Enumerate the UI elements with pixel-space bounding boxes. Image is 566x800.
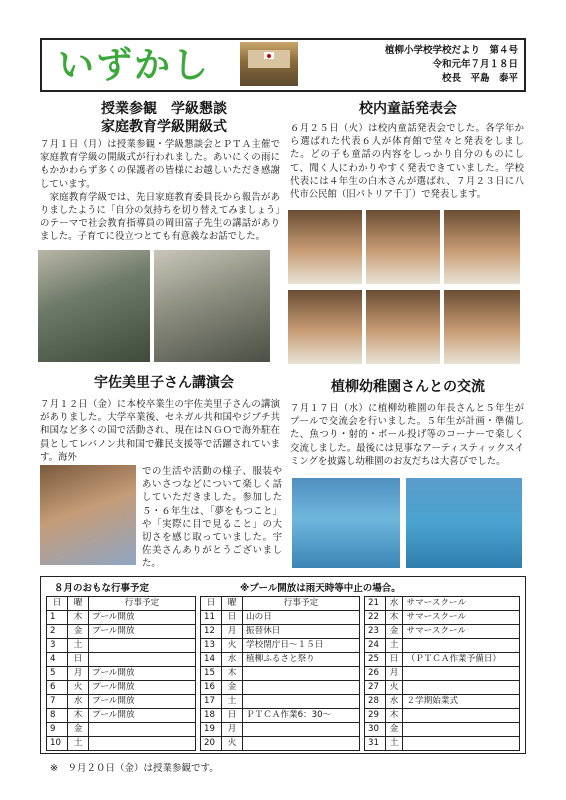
schedule-row bbox=[201, 625, 360, 639]
schedule-cell-event: サマースクール bbox=[403, 625, 520, 639]
schedule-cell-event: 山の日 bbox=[243, 611, 360, 625]
schedule-cell-event: 学校閉庁日〜１５日 bbox=[243, 639, 360, 653]
schedule-cell-day: 6 bbox=[47, 681, 68, 695]
schedule-cell-event: 振替休日 bbox=[243, 625, 360, 639]
article1-title bbox=[40, 100, 288, 136]
schedule-row bbox=[201, 723, 360, 737]
schedule-cell-weekday: 火 bbox=[385, 681, 403, 695]
principal-name: 校長 平島 泰平 bbox=[441, 73, 518, 84]
schedule-cell-day: 1 bbox=[47, 611, 68, 625]
schedule-cell-event bbox=[243, 723, 360, 737]
schedule-cell-weekday: 土 bbox=[385, 737, 403, 751]
schedule-table-3 bbox=[364, 596, 520, 751]
schedule-cell-weekday: 月 bbox=[222, 625, 243, 639]
schedule-cell-event: （ＰＴＣＡ作業予備日） bbox=[403, 653, 520, 667]
schedule-cell-event: プール開放 bbox=[89, 695, 196, 709]
schedule-row bbox=[47, 723, 196, 737]
schedule-cell-event bbox=[403, 639, 520, 653]
article3-photo-speaker bbox=[40, 465, 136, 565]
schedule-row bbox=[365, 625, 520, 639]
schedule-row bbox=[365, 695, 520, 709]
schedule-cell-event bbox=[403, 737, 520, 751]
schedule-cell-event bbox=[243, 681, 360, 695]
schedule-cell-day: 22 bbox=[365, 611, 386, 625]
col-weekday-header: 曜 bbox=[68, 597, 89, 611]
schedule-row bbox=[201, 639, 360, 653]
col-event-header: 行事予定 bbox=[89, 597, 196, 611]
schedule-row bbox=[365, 723, 520, 737]
schedule-cell-day: 23 bbox=[365, 625, 386, 639]
schedule-note: ※プール開放は雨天時等中止の場合。 bbox=[240, 583, 401, 594]
schedule-cell-event: プール開放 bbox=[89, 709, 196, 723]
schedule-cell-event bbox=[89, 653, 196, 667]
schedule-cell-event bbox=[89, 723, 196, 737]
schedule-cell-weekday: 土 bbox=[68, 639, 89, 653]
schedule-cell-event: プール開放 bbox=[89, 625, 196, 639]
schedule-cell-weekday: 金 bbox=[222, 681, 243, 695]
article1-title-line2: 家庭教育学級開級式 bbox=[101, 119, 227, 135]
schedule-cell-weekday: 日 bbox=[385, 653, 403, 667]
schedule-row bbox=[201, 653, 360, 667]
schedule-cell-weekday: 火 bbox=[68, 681, 89, 695]
schedule-cell-event bbox=[403, 681, 520, 695]
schedule-row bbox=[365, 737, 520, 751]
schedule-cell-day: 31 bbox=[365, 737, 386, 751]
schedule-cell-weekday: 木 bbox=[68, 611, 89, 625]
schedule-cell-day: 7 bbox=[47, 695, 68, 709]
schedule-row bbox=[47, 653, 196, 667]
schedule-row bbox=[365, 597, 520, 611]
schedule-row bbox=[201, 611, 360, 625]
schedule-row bbox=[47, 737, 196, 751]
schedule-cell-weekday: 月 bbox=[385, 667, 403, 681]
schedule-cell-day: 21 bbox=[365, 597, 386, 611]
schedule-cell-event: プール開放 bbox=[89, 611, 196, 625]
schedule-row bbox=[201, 681, 360, 695]
schedule-cell-weekday: 土 bbox=[385, 639, 403, 653]
schedule-cell-weekday: 木 bbox=[222, 667, 243, 681]
schedule-title: ８月のおもな行事予定 bbox=[54, 583, 150, 594]
col-day-header: 日 bbox=[47, 597, 68, 611]
schedule-cell-day: 5 bbox=[47, 667, 68, 681]
schedule-cell-event: プール開放 bbox=[89, 667, 196, 681]
schedule-cell-weekday: 日 bbox=[68, 653, 89, 667]
speaker-photo-2 bbox=[366, 210, 440, 284]
schedule-row bbox=[365, 709, 520, 723]
schedule-cell-day: 10 bbox=[47, 737, 68, 751]
col-day-header: 日 bbox=[201, 597, 222, 611]
schedule-cell-day: 4 bbox=[47, 653, 68, 667]
schedule-cell-day: 20 bbox=[201, 737, 222, 751]
col-weekday-header: 曜 bbox=[222, 597, 243, 611]
footer-note: ※ ９月２０日（金）は授業参観です。 bbox=[50, 763, 219, 774]
issue-number: 植柳小学校学校だより 第４号 bbox=[384, 45, 518, 56]
speaker-photo-1 bbox=[288, 210, 362, 284]
flag-icon bbox=[264, 52, 274, 59]
schedule-cell-event: プール開放 bbox=[89, 681, 196, 695]
schedule-cell-weekday: 水 bbox=[385, 695, 403, 709]
schedule-cell-event bbox=[403, 723, 520, 737]
schedule-cell-weekday: 火 bbox=[222, 737, 243, 751]
schedule-cell-day: 28 bbox=[365, 695, 386, 709]
schedule-cell-weekday: 水 bbox=[222, 653, 243, 667]
schedule-row bbox=[47, 625, 196, 639]
schedule-cell-weekday: 木 bbox=[68, 709, 89, 723]
schedule-cell-day: 19 bbox=[201, 723, 222, 737]
schedule-cell-weekday: 金 bbox=[68, 723, 89, 737]
schedule-row bbox=[47, 695, 196, 709]
schedule-cell-event bbox=[243, 695, 360, 709]
header-photo bbox=[240, 42, 298, 86]
schedule-cell-weekday: 金 bbox=[385, 723, 403, 737]
schedule-table-1 bbox=[46, 596, 196, 751]
schedule-cell-weekday: 土 bbox=[222, 695, 243, 709]
schedule-cell-day: 11 bbox=[201, 611, 222, 625]
article2-title: 校内童話発表会 bbox=[359, 101, 457, 117]
schedule-cell-event bbox=[243, 737, 360, 751]
schedule-row bbox=[47, 709, 196, 723]
schedule-row bbox=[201, 667, 360, 681]
schedule-cell-weekday: 金 bbox=[68, 625, 89, 639]
schedule-row bbox=[365, 681, 520, 695]
schedule-cell-day: 29 bbox=[365, 709, 386, 723]
speaker-photo-6 bbox=[444, 290, 520, 364]
schedule-cell-weekday: 月 bbox=[222, 723, 243, 737]
schedule-row bbox=[47, 681, 196, 695]
schedule-cell-weekday: 土 bbox=[68, 737, 89, 751]
article3-title: 宇佐美里子さん講演会 bbox=[94, 375, 234, 391]
schedule-cell-day: 15 bbox=[201, 667, 222, 681]
schedule-cell-day: 24 bbox=[365, 639, 386, 653]
article4-title: 植柳幼稚園さんとの交流 bbox=[331, 379, 485, 395]
schedule-row bbox=[365, 653, 520, 667]
schedule-cell-weekday: 金 bbox=[385, 625, 403, 639]
schedule-cell-day: 2 bbox=[47, 625, 68, 639]
schedule-cell-day: 18 bbox=[201, 709, 222, 723]
schedule-row bbox=[201, 709, 360, 723]
schedule-cell-day: 17 bbox=[201, 695, 222, 709]
schedule-cell-day: 27 bbox=[365, 681, 386, 695]
schedule-row bbox=[201, 695, 360, 709]
schedule-cell-event bbox=[89, 737, 196, 751]
article1-body: ７月１日（月）は授業参観・学級懇談会とＰＴＡ主催で家庭教育学級の開級式が行われました。あいにくの雨にもかかわらず多くの保護者の皆様にお越しいただき感謝しています。 家庭教育学級では、先日家庭教育委員長から報告がありましたように「自分の気持ちを切り替えてみましょう」のテーマで社会教育指導員の岡田富子先生の講話がありました。子育てに役立つとても有意義なお話でした。 bbox=[40, 139, 280, 243]
schedule-cell-event bbox=[403, 667, 520, 681]
schedule-cell-event: 植柳ふるさと祭り bbox=[243, 653, 360, 667]
schedule-cell-day: 25 bbox=[365, 653, 386, 667]
schedule-cell-day: 3 bbox=[47, 639, 68, 653]
schedule-cell-day: 16 bbox=[201, 681, 222, 695]
schedule-row bbox=[47, 611, 196, 625]
schedule-row bbox=[201, 737, 360, 751]
speaker-photo-3 bbox=[444, 210, 520, 284]
schedule-row bbox=[47, 667, 196, 681]
schedule-cell-weekday: 日 bbox=[222, 709, 243, 723]
schedule-cell-event: ＰＴＣＡ作業6：30〜 bbox=[243, 709, 360, 723]
schedule-cell-weekday: 水 bbox=[385, 597, 403, 611]
article4-photo-pool-1 bbox=[292, 478, 400, 568]
schedule-cell-day: 26 bbox=[365, 667, 386, 681]
schedule-row bbox=[365, 667, 520, 681]
schedule-row bbox=[365, 611, 520, 625]
schedule-row bbox=[47, 639, 196, 653]
schedule-cell-event bbox=[403, 709, 520, 723]
schedule-row bbox=[365, 639, 520, 653]
schedule-cell-weekday: 日 bbox=[222, 611, 243, 625]
schedule-cell-weekday: 火 bbox=[222, 639, 243, 653]
speaker-photo-5 bbox=[366, 290, 440, 364]
schedule-cell-weekday: 月 bbox=[68, 667, 89, 681]
article4-photo-pool-2 bbox=[406, 478, 522, 568]
article3-body-side: での生活や活動の様子、服装やあいさつなどについて楽しく話していただきました。参加した５・６年生は、「夢をもつこと」や「実際に目で見ること」の大切さを感じ取っていました。宇佐美さんありがとうございました。 bbox=[142, 466, 282, 570]
schedule-cell-event: サマースクール bbox=[403, 611, 520, 625]
article3-body-top: ７月１２日（金）に本校卒業生の宇佐美里子さんの講演がありました。大学卒業後、セネガル共和国やジブチ共和国など多くの国で活動され、現在はＮＧＯで海外駐在員としてレバノン共和国で難民支援等で活躍されています。海外 bbox=[40, 399, 280, 463]
newsletter-title: いずかし bbox=[58, 45, 211, 86]
article2-body: ６月２５日（火）は校内童話発表会でした。各学年から選ばれた代表６人が体育館で堂々と発表をしました。どの子も童話の内容をしっかり自分のものにして、聞く人にわかりやすく発表できていました。学校代表には４年生の白木さんが選ばれ、７月２３日に八代市公民館（旧パトリア千丁）で発表します。 bbox=[290, 123, 524, 201]
schedule-cell-day: 12 bbox=[201, 625, 222, 639]
schedule-cell-day: 30 bbox=[365, 723, 386, 737]
issue-date: 令和元年７月１８日 bbox=[432, 59, 518, 70]
article1-title-line1: 授業参観 学級懇談 bbox=[101, 101, 227, 117]
schedule-cell-weekday: 水 bbox=[68, 695, 89, 709]
schedule-cell-event: ２学期始業式 bbox=[403, 695, 520, 709]
schedule-cell-event bbox=[89, 639, 196, 653]
issue-info bbox=[318, 44, 518, 86]
speaker-photo-4 bbox=[288, 290, 362, 364]
schedule-cell-day: 13 bbox=[201, 639, 222, 653]
article1-photo-classroom bbox=[38, 250, 150, 362]
schedule-cell-weekday: 木 bbox=[385, 611, 403, 625]
schedule-cell-event: サマースクール bbox=[403, 597, 520, 611]
schedule-cell-weekday: 木 bbox=[385, 709, 403, 723]
col-event-header: 行事予定 bbox=[243, 597, 360, 611]
schedule-cell-event bbox=[243, 667, 360, 681]
article4-body: ７月１７日（水）に植柳幼稚園の年長さんと５年生がプールで交流会を行いました。５年生が計画・準備した、魚つり・射的・ボール投げ等のコーナーで楽しく交流しました。最後には見事なアーティスティックスイミングを披露し幼稚園のお友だちは大喜びでした。 bbox=[290, 403, 524, 467]
schedule-cell-day: 9 bbox=[47, 723, 68, 737]
schedule-cell-day: 8 bbox=[47, 709, 68, 723]
schedule-table-2 bbox=[200, 596, 360, 751]
article1-photo-parents bbox=[154, 250, 270, 362]
schedule-cell-day: 14 bbox=[201, 653, 222, 667]
